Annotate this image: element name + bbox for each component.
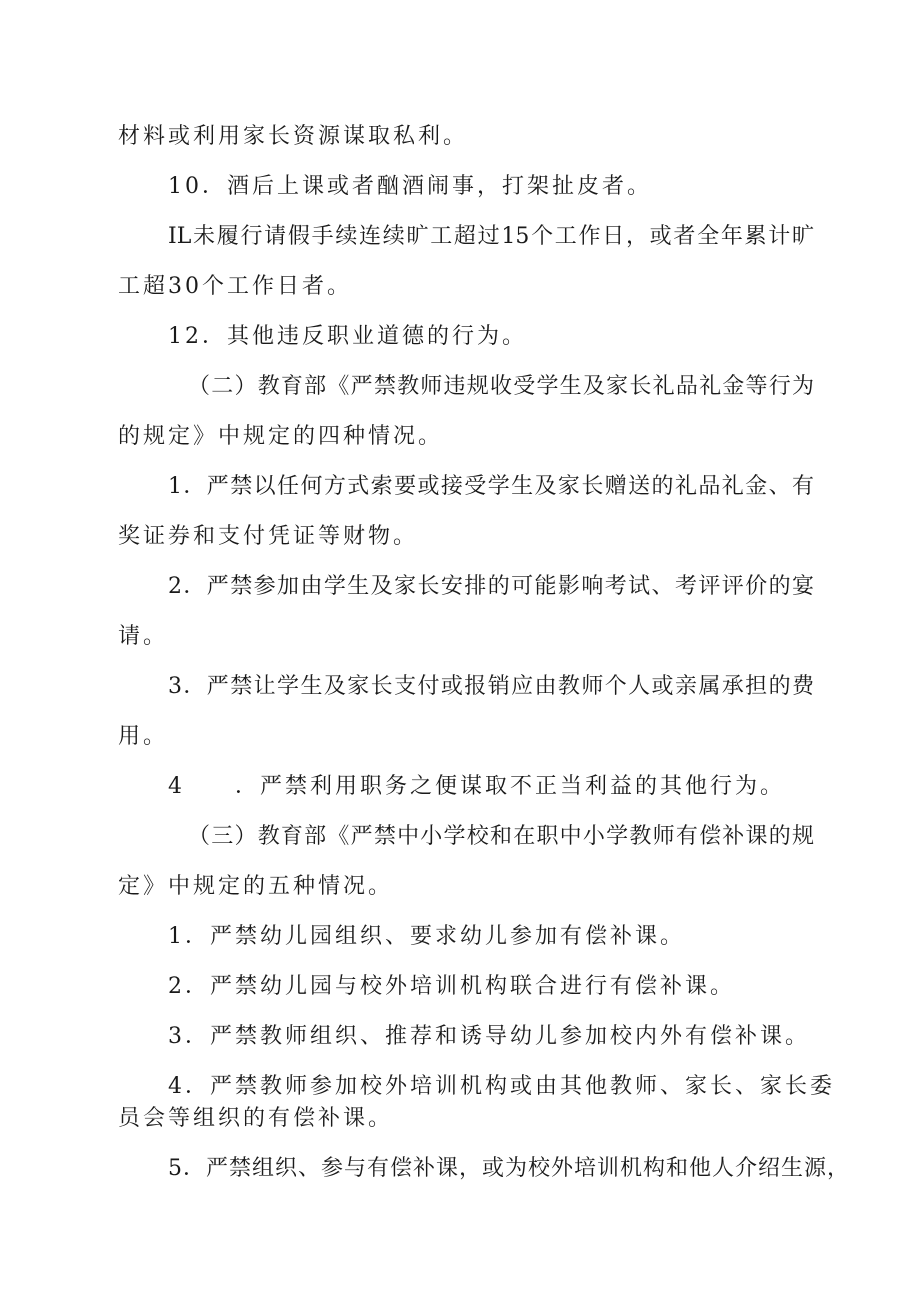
text-line-9: 奖证券和支付凭证等财物。 xyxy=(118,524,419,549)
text-line-22: 5．严禁组织、参与有偿补课，或为校外培训机构和他人介绍生源， xyxy=(168,1156,850,1181)
text-line-16: 定》中规定的五种情况。 xyxy=(118,874,394,899)
text-line-3: IL未履行请假手续连续旷工超过15个工作日，或者全年累计旷 xyxy=(168,224,814,249)
text-line-2: 10．酒后上课或者酗酒闹事，打架扯皮者。 xyxy=(168,174,652,199)
text-line-18: 2．严禁幼儿园与校外培训机构联合进行有偿补课。 xyxy=(168,974,735,999)
text-line-8: 1．严禁以任何方式索要或接受学生及家长赠送的礼品礼金、有 xyxy=(168,474,814,499)
text-line-1: 材料或利用家长资源谋取私利。 xyxy=(118,124,469,149)
text-line-6: （二）教育部《严禁教师违规收受学生及家长礼品礼金等行为 xyxy=(188,374,814,399)
text-line-7: 的规定》中规定的四种情况。 xyxy=(118,424,444,449)
text-line-12: 3．严禁让学生及家长支付或报销应由教师个人或亲属承担的费 xyxy=(168,674,814,699)
text-line-5: 12．其他违反职业道德的行为。 xyxy=(168,324,527,349)
text-line-15: （三）教育部《严禁中小学校和在职中小学教师有偿补课的规 xyxy=(188,824,814,849)
text-line-19: 3．严禁教师组织、推荐和诱导幼儿参加校内外有偿补课。 xyxy=(168,1024,810,1049)
text-line-4: 工超30个工作日者。 xyxy=(118,274,352,299)
text-line-20: 4．严禁教师参加校外培训机构或由其他教师、家长、家长委 xyxy=(168,1074,835,1099)
text-line-21: 员会等组织的有偿补课。 xyxy=(118,1106,394,1131)
text-line-10: 2．严禁参加由学生及家长安排的可能影响考试、考评评价的宴 xyxy=(168,574,814,599)
text-line-17: 1．严禁幼儿园组织、要求幼儿参加有偿补课。 xyxy=(168,924,685,949)
text-line-11: 请。 xyxy=(118,624,169,649)
text-line-14: 4 ．严禁利用职务之便谋取不正当利益的其他行为。 xyxy=(168,774,785,799)
text-line-13: 用。 xyxy=(118,724,169,749)
